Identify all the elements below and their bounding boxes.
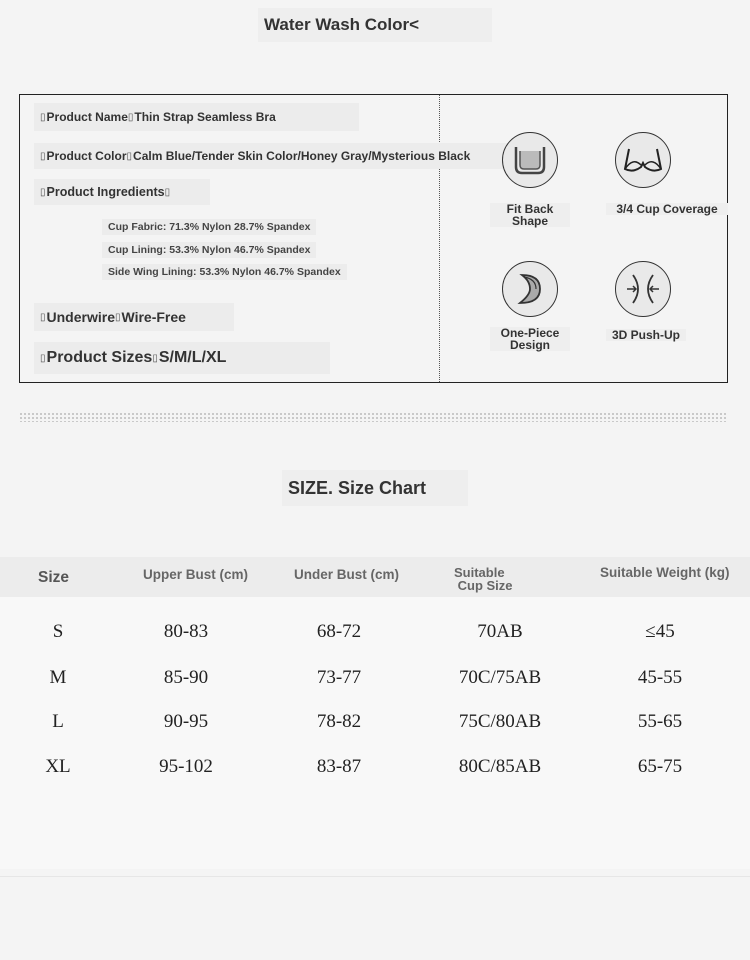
table-cell-upper: 95-102 <box>159 756 213 777</box>
box-divider <box>439 95 440 382</box>
ingredient-line: Cup Lining: 53.3% Nylon 46.7% Spandex <box>102 242 316 258</box>
product-sizes-value: S/M/L/XL <box>158 349 227 366</box>
feature-label-fit-back: Fit Back Shape <box>490 203 570 227</box>
bottom-blank-area <box>0 876 750 960</box>
size-chart-title: SIZE. Size Chart <box>282 470 468 506</box>
table-cell-size: XL <box>45 756 71 777</box>
dotted-separator <box>19 412 728 422</box>
product-name-value: Thin Strap Seamless Bra <box>134 110 276 124</box>
one-piece-cup-icon <box>502 261 558 317</box>
table-cell-under: 68-72 <box>316 621 362 642</box>
underwire-value: Wire-Free <box>121 309 186 325</box>
product-ingredients-label: Product Ingredients <box>46 185 165 199</box>
header-upper-bust: Upper Bust (cm) <box>143 567 249 582</box>
product-sizes-label: Product Sizes <box>46 349 153 366</box>
table-cell-upper: 85-90 <box>163 667 209 688</box>
table-cell-under: 73-77 <box>316 667 362 688</box>
header-cup-size: Suitable Cup Size <box>454 565 513 593</box>
table-cell-weight: ≤45 <box>645 621 675 642</box>
table-cell-under: 83-87 <box>316 756 362 777</box>
product-ingredients-row: ▯ Product Ingredients ▯ <box>34 179 210 205</box>
table-cell-weight: 45-55 <box>637 667 683 688</box>
table-cell-upper: 90-95 <box>163 711 209 732</box>
ingredient-line: Cup Fabric: 71.3% Nylon 28.7% Spandex <box>102 219 316 235</box>
table-cell-cup: 70C/75AB <box>458 667 542 688</box>
table-cell-cup: 80C/85AB <box>458 756 542 777</box>
table-cell-cup: 75C/80AB <box>458 711 542 732</box>
table-cell-weight: 55-65 <box>637 711 683 732</box>
table-cell-size: L <box>52 711 64 732</box>
product-name-label: Product Name <box>46 110 128 124</box>
table-cell-size: M <box>49 667 67 688</box>
table-cell-cup: 70AB <box>477 621 523 642</box>
ingredient-line: Side Wing Lining: 53.3% Nylon 46.7% Spandex <box>102 264 347 280</box>
table-cell-under: 78-82 <box>316 711 362 732</box>
product-name-row: ▯ Product Name ▯ Thin Strap Seamless Bra <box>34 103 359 131</box>
product-color-row: ▯ Product Color ▯ Calm Blue/Tender Skin Color/Honey Gray/Mysterious Black <box>34 143 524 169</box>
table-cell-upper: 80-83 <box>163 621 209 642</box>
push-up-icon <box>615 261 671 317</box>
header-under-bust: Under Bust (cm) <box>294 567 400 582</box>
feature-label-push-up: 3D Push-Up <box>606 329 686 341</box>
underwire-row: ▯ Underwire ▯ Wire-Free <box>34 303 234 331</box>
product-info-box <box>19 94 728 383</box>
feature-label-cup-coverage: 3/4 Cup Coverage <box>606 203 728 215</box>
product-color-label: Product Color <box>46 149 127 163</box>
bra-back-icon <box>502 132 558 188</box>
feature-label-one-piece: One-Piece Design <box>490 327 570 351</box>
table-cell-size: S <box>52 621 64 642</box>
product-sizes-row: ▯ Product Sizes ▯ S/M/L/XL <box>34 342 330 374</box>
bra-cup-icon <box>615 132 671 188</box>
section-title-wash-color: Water Wash Color< <box>258 8 492 42</box>
underwire-label: Underwire <box>46 309 115 325</box>
product-color-value: Calm Blue/Tender Skin Color/Honey Gray/Mysterious Black <box>133 149 471 163</box>
header-weight: Suitable Weight (kg) <box>600 565 730 580</box>
header-size: Size <box>38 569 70 586</box>
table-cell-weight: 65-75 <box>637 756 683 777</box>
